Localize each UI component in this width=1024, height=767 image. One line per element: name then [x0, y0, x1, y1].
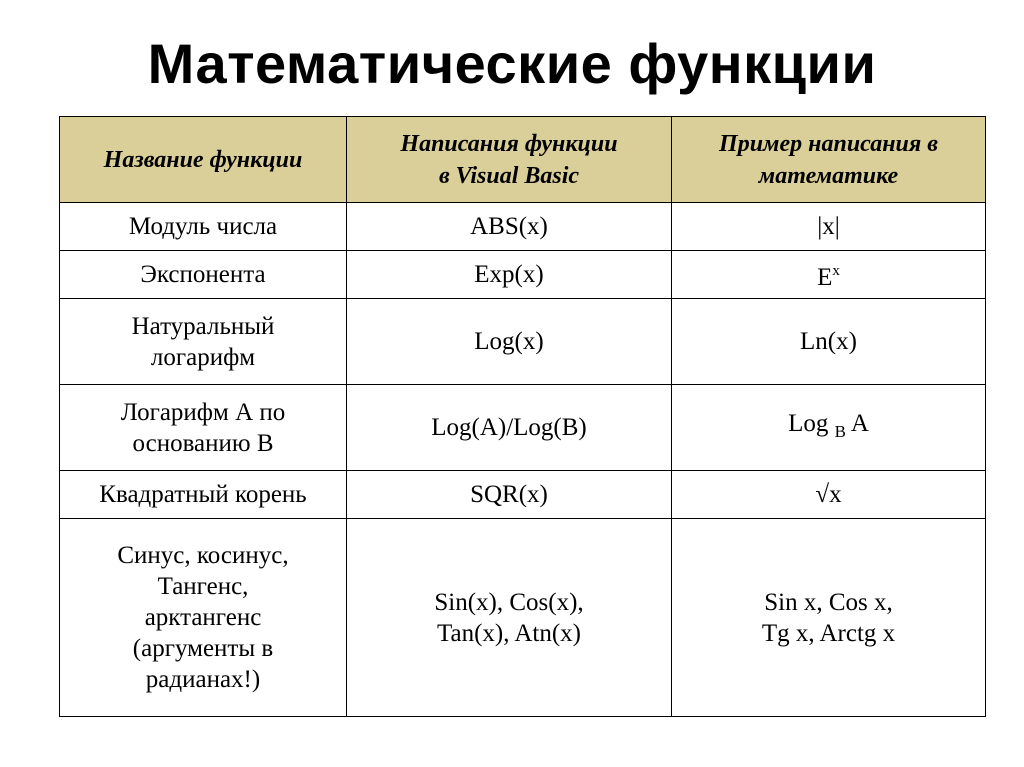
function-name-cell: Экспонента	[60, 251, 347, 299]
math-notation-cell: Sin x, Cos x, Tg x, Arctg x	[672, 519, 986, 717]
vb-syntax-cell: Exp(x)	[347, 251, 672, 299]
math-suffix: A	[845, 410, 869, 437]
math-notation-cell	[672, 251, 986, 299]
table-row	[60, 519, 986, 717]
page-title: Математические функции	[147, 32, 877, 95]
math-notation-cell: Ln(x)	[672, 299, 986, 385]
math-notation-cell: √x	[672, 471, 986, 519]
table-row	[60, 299, 986, 385]
table-row	[60, 203, 986, 251]
math-superscript: x	[832, 263, 840, 279]
math-prefix: Log	[788, 410, 835, 437]
function-name-cell: Логарифм А по основанию В	[60, 385, 347, 471]
function-name-cell: Квадратный корень	[60, 471, 347, 519]
math-notation-cell: |x|	[672, 203, 986, 251]
functions-table	[59, 116, 986, 717]
header-function-name: Название функции	[60, 117, 347, 203]
vb-syntax-cell: ABS(x)	[347, 203, 672, 251]
table-row	[60, 471, 986, 519]
table-row	[60, 385, 986, 471]
math-base: E	[817, 264, 833, 291]
vb-syntax-cell: Sin(x), Cos(x), Tan(x), Atn(x)	[347, 519, 672, 717]
math-subscript: B	[834, 422, 846, 441]
function-name-cell: Синус, косинус, Тангенс, арктангенс (аргументы в радианах!)	[60, 519, 347, 717]
function-name-cell: Натуральный логарифм	[60, 299, 347, 385]
vb-syntax-cell: Log(x)	[347, 299, 672, 385]
header-math-example: Пример написания в математике	[672, 117, 986, 203]
math-notation-cell	[672, 385, 986, 471]
header-visual-basic: Написания функции в Visual Basic	[347, 117, 672, 203]
table-row	[60, 251, 986, 299]
table-header-row	[60, 117, 986, 203]
vb-syntax-cell: Log(A)/Log(B)	[347, 385, 672, 471]
function-name-cell: Модуль числа	[60, 203, 347, 251]
vb-syntax-cell: SQR(x)	[347, 471, 672, 519]
